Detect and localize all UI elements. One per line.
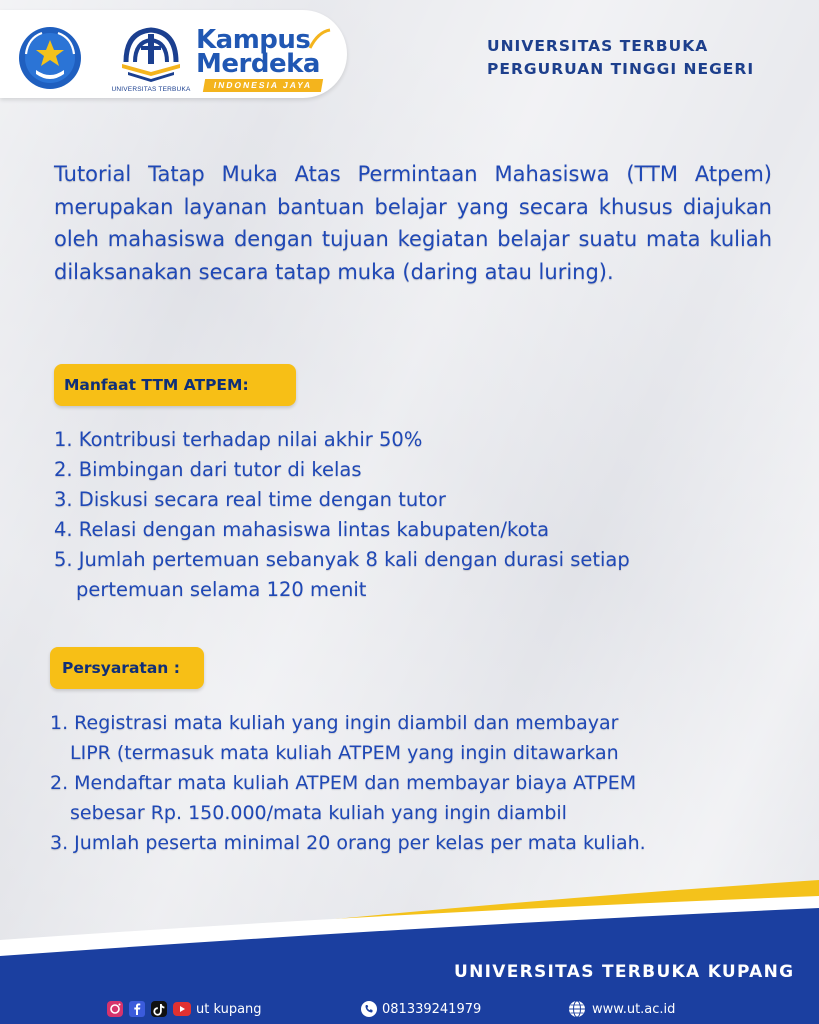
phone-contact — [360, 998, 481, 1020]
phone-icon — [360, 1000, 378, 1018]
list-item: 2. Mendaftar mata kuliah ATPEM dan membayar biaya ATPEM — [50, 772, 637, 794]
benefits-title: Manfaat TTM ATPEM: — [54, 364, 296, 406]
university-header — [487, 35, 754, 81]
requirements-list — [50, 708, 646, 858]
benefits-list — [54, 425, 630, 605]
list-item-continuation: sebesar Rp. 150.000/mata kuliah yang ingin diambil — [70, 802, 567, 824]
footer-title: UNIVERSITAS TERBUKA KUPANG — [454, 962, 795, 982]
list-item: 4. Relasi dengan mahasiswa lintas kabupaten/kota — [54, 518, 550, 541]
phone-number: 081339241979 — [382, 1001, 482, 1017]
kemdikbud-logo — [18, 26, 82, 90]
intro-paragraph: Tutorial Tatap Muka Atas Permintaan Mahasiswa (TTM Atpem) merupakan layanan bantuan belajar yang secara khusus diajukan oleh mahasiswa dengan tujuan kegiatan belajar suatu mata kuliah dilaksanakan secara tatap muka (daring atau luring). — [54, 162, 772, 284]
website-contact — [566, 998, 675, 1020]
kampus-merdeka-line1: Kampus — [196, 25, 311, 55]
ut-logo — [108, 22, 194, 96]
list-item: 5. Jumlah pertemuan sebanyak 8 kali dengan durasi setiap — [54, 548, 630, 571]
list-item: 3. Jumlah peserta minimal 20 orang per kelas per mata kuliah. — [50, 832, 646, 854]
kampus-merdeka-logo — [196, 24, 336, 96]
list-item-continuation: pertemuan selama 120 menit — [76, 578, 367, 601]
university-name: UNIVERSITAS TERBUKA — [487, 37, 709, 55]
youtube-icon[interactable] — [172, 1000, 192, 1018]
social-handle: ut kupang — [196, 1001, 262, 1017]
list-item: 3. Diskusi secara real time dengan tutor — [54, 488, 446, 511]
tiktok-icon[interactable] — [150, 1000, 168, 1018]
kampus-merdeka-line2: Merdeka — [196, 49, 320, 79]
facebook-icon[interactable] — [128, 1000, 146, 1018]
social-contact — [106, 998, 262, 1020]
requirements-title: Persyaratan : — [50, 647, 204, 689]
list-item: 1. Kontribusi terhadap nilai akhir 50% — [54, 428, 423, 451]
kampus-merdeka-swoosh-icon — [308, 28, 332, 52]
list-item-continuation: LIPR (termasuk mata kuliah ATPEM yang ingin ditawarkan — [70, 742, 619, 764]
list-item: 1. Registrasi mata kuliah yang ingin diambil dan membayar — [50, 712, 619, 734]
university-subtitle: PERGURUAN TINGGI NEGERI — [487, 60, 755, 78]
list-item: 2. Bimbingan dari tutor di kelas — [54, 458, 362, 481]
ut-logo-caption: UNIVERSITAS TERBUKA — [111, 86, 191, 93]
instagram-icon[interactable] — [106, 1000, 124, 1018]
website-url[interactable]: www.ut.ac.id — [592, 1001, 676, 1017]
globe-icon — [566, 1000, 588, 1018]
kampus-merdeka-tagline: INDONESIA JAYA — [203, 79, 323, 92]
